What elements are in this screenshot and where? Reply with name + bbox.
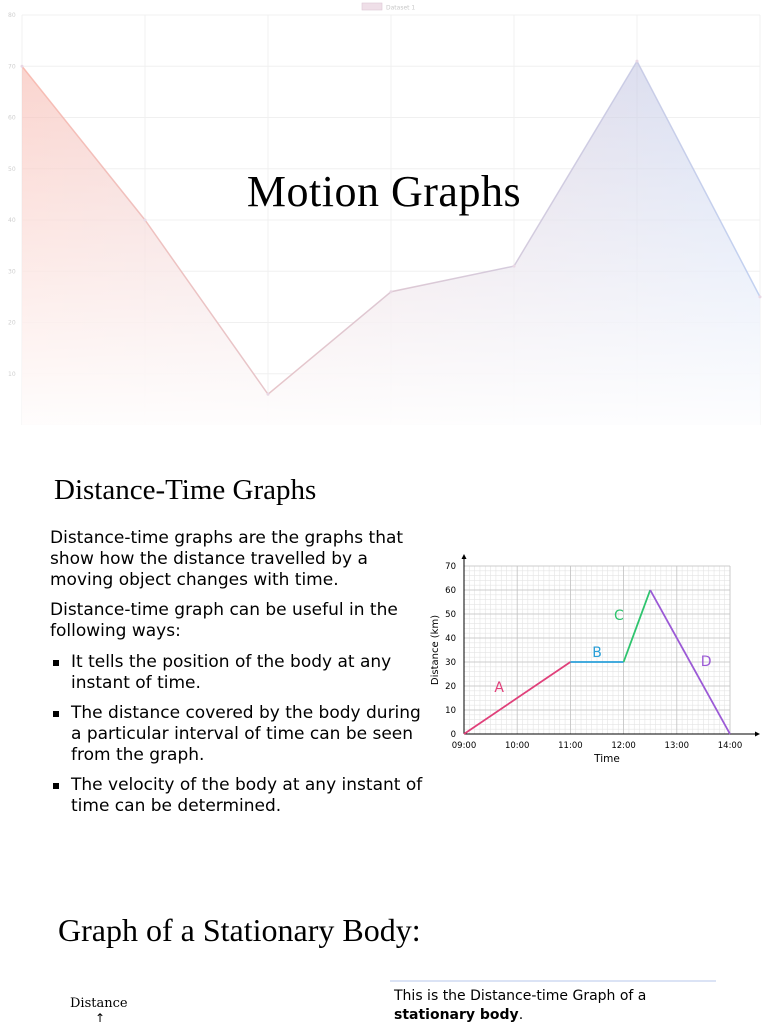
y-tick-label: 10 — [445, 706, 456, 716]
data-point — [759, 295, 762, 298]
distance-time-chart — [424, 552, 764, 767]
caption-divider — [390, 980, 716, 982]
x-axis-arrow-icon — [755, 732, 760, 737]
x-tick-label: 10:00 — [504, 741, 530, 751]
y-tick-label: 20 — [8, 319, 16, 327]
y-axis-label: Distance (km) — [430, 614, 441, 686]
distance-time-slide — [0, 440, 768, 860]
title-slide — [0, 0, 768, 425]
data-point — [513, 265, 516, 268]
bullet-square-icon — [53, 711, 59, 717]
legend-label: Dataset 1 — [386, 4, 416, 12]
data-point — [636, 60, 639, 63]
series-label-c: C — [614, 608, 624, 624]
bullet-text: The distance covered by the body during a particular interval of time can be seen from the graph. — [71, 703, 421, 765]
y-tick-label: 60 — [445, 586, 456, 596]
bullet-text: It tells the position of the body at any instant of time. — [71, 652, 392, 693]
bullet-text: The velocity of the body at any instant of time can be determined. — [71, 775, 423, 816]
y-tick-label: 40 — [445, 634, 456, 644]
bullet-item — [50, 652, 430, 694]
series-label-a: A — [494, 680, 504, 696]
y-tick-label: 70 — [8, 63, 16, 71]
caption-text — [394, 987, 724, 1024]
x-tick-label: 14:00 — [717, 741, 743, 751]
slide-heading: Distance-Time Graphs — [54, 474, 317, 506]
uses-paragraph: Distance-time graph can be useful in the following ways: — [50, 600, 398, 641]
y-tick-label: 50 — [8, 165, 16, 173]
x-tick-label: 13:00 — [664, 741, 690, 751]
data-point — [390, 290, 393, 293]
uses-list — [50, 652, 430, 826]
y-tick-label: 50 — [445, 610, 456, 620]
y-tick-label: 80 — [8, 12, 16, 19]
y-tick-label: 40 — [8, 217, 16, 224]
y-axis-arrow-icon: ↑ — [95, 1011, 106, 1024]
bullet-item — [50, 775, 430, 817]
bullet-square-icon — [53, 660, 59, 666]
y-tick-label: 10 — [8, 370, 16, 378]
bullet-item — [50, 703, 430, 766]
slide-title: Motion Graphs — [246, 167, 522, 216]
caption-suffix: . — [518, 1007, 524, 1023]
caption-prefix: This is the Distance-time Graph of a — [394, 988, 647, 1004]
stationary-body-slide — [0, 870, 768, 1024]
y-axis-label: Distance — [70, 996, 128, 1011]
y-axis-arrow-icon — [462, 554, 467, 559]
x-axis-label: Time — [594, 753, 620, 765]
x-tick-label: 09:00 — [451, 741, 477, 751]
y-tick-label: 30 — [8, 268, 16, 276]
x-tick-label: 11:00 — [558, 741, 583, 751]
intro-paragraph: Distance-time graphs are the graphs that show how the distance travelled by a moving object changes with time. — [50, 528, 404, 590]
data-point — [267, 393, 270, 396]
series-line-c — [624, 590, 651, 662]
y-tick-label: 20 — [445, 682, 456, 692]
y-tick-label: 60 — [8, 114, 16, 122]
data-point — [144, 219, 147, 222]
slide-heading: Graph of a Stationary Body: — [58, 912, 421, 948]
y-tick-label: 0 — [450, 730, 456, 740]
y-tick-label: 70 — [445, 562, 456, 572]
caption-bold: stationary body — [394, 1007, 519, 1023]
legend-swatch — [362, 3, 382, 10]
x-tick-label: 12:00 — [611, 741, 636, 751]
series-label-b: B — [592, 645, 602, 661]
y-tick-label: 30 — [445, 658, 456, 668]
series-label-d: D — [700, 654, 712, 670]
data-point — [21, 65, 24, 68]
bullet-square-icon — [53, 783, 59, 789]
